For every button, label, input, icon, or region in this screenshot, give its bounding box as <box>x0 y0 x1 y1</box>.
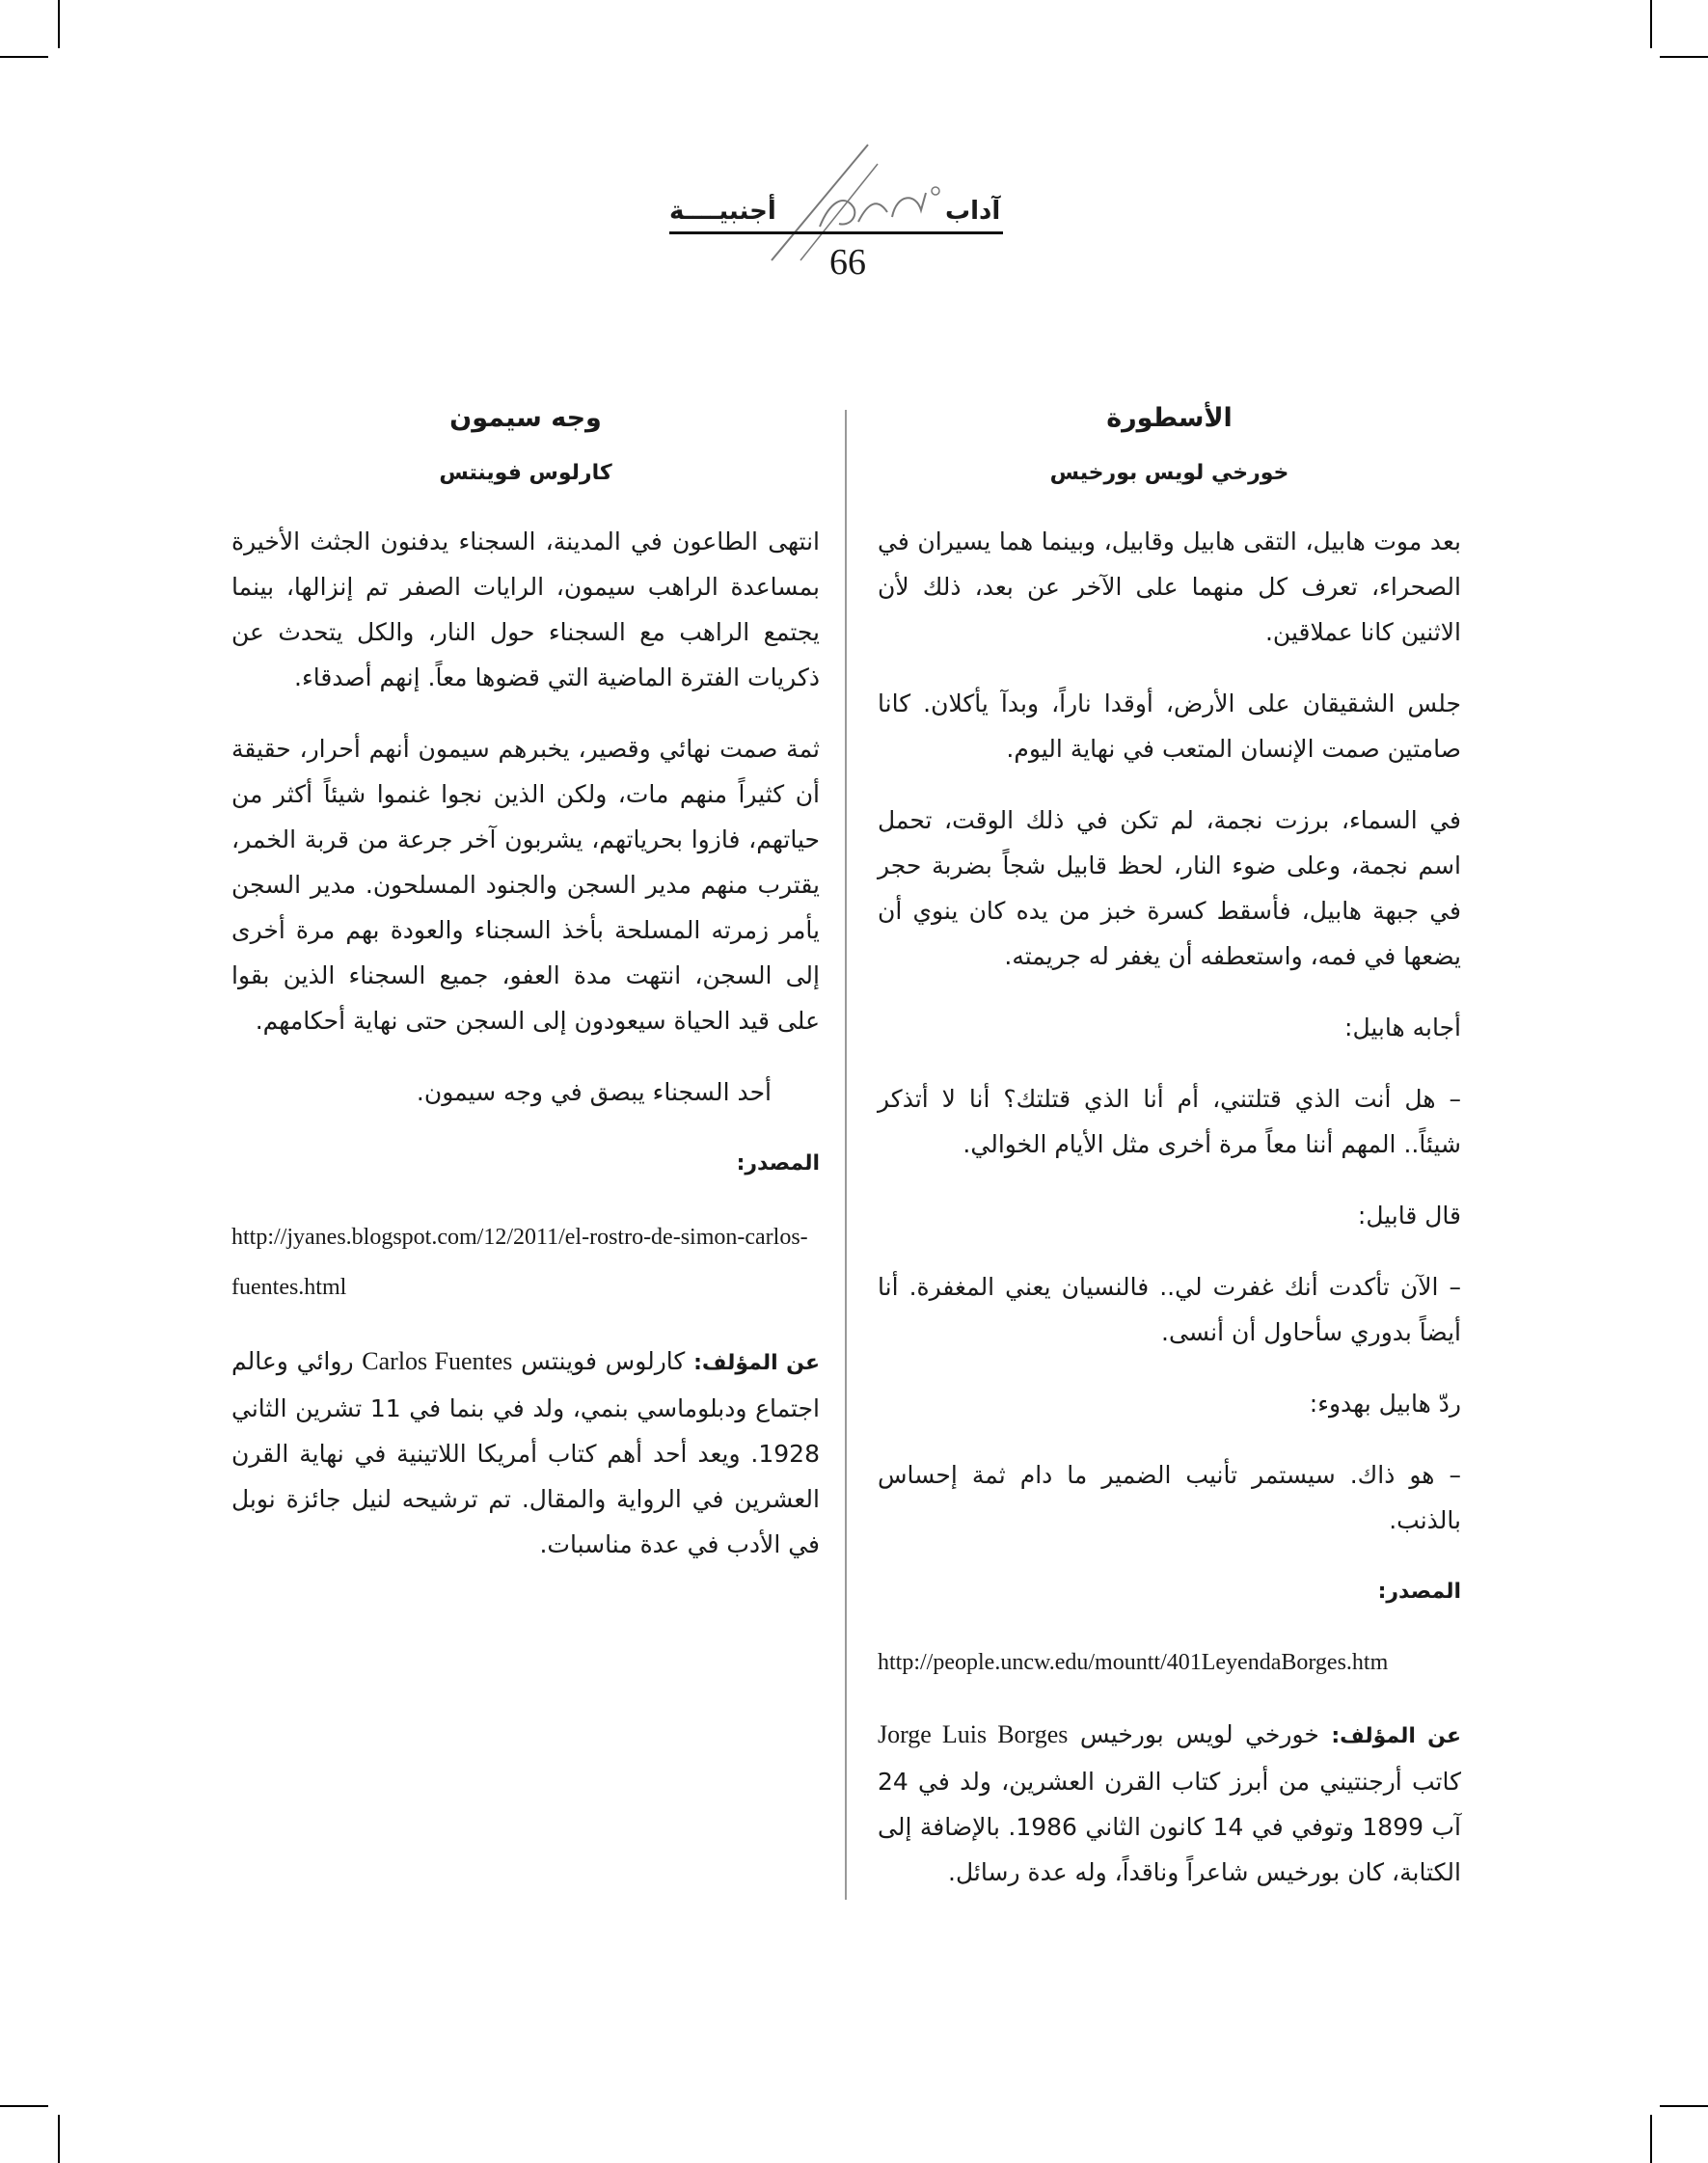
story-author: خورخي لويس بورخيس <box>1049 461 1289 485</box>
crop-mark <box>0 2105 48 2107</box>
about-author <box>878 1712 1461 1895</box>
paragraph: أجابه هابيل: <box>1344 1014 1461 1041</box>
story-left-column <box>231 395 820 1567</box>
about-author <box>231 1338 820 1567</box>
story-right-column <box>878 395 1461 1895</box>
story-title: وجه سيمون <box>449 403 602 433</box>
source-url-link[interactable]: http://people.uncw.edu/mountt/401LeyendaBorges.htm <box>878 1650 1389 1675</box>
paragraph: ردّ هابيل بهدوء: <box>1309 1390 1461 1418</box>
paragraph: – هل أنت الذي قتلتني، أم أنا الذي قتلتك؟ أنا لا أتذكر شيئاً.. المهم أننا معاً مرة أخرى مثل الأيام الخوالي. <box>878 1085 1461 1158</box>
paragraph: ثمة صمت نهائي وقصير، يخبرهم سيمون أنهم أحرار، حقيقة أن كثيراً منهم مات، ولكن الذين نجوا غنموا شيئاً أكثر من حياتهم، فازوا بحرياتهم، يشربون آخر جرعة من قربة الخمر، يقترب منهم مدير السجن والجنود المسلحون. مدير السجن يأمر زمرته المسلحة بأخذ السجناء والعودة بهم مرة أخرى إلى السجن، انتهت مدة العفو، جميع السجناء الذين بقوا على قيد الحياة سيعودون إلى السجن حتى نهاية أحكامهم. <box>231 735 820 1035</box>
story-title: الأسطورة <box>1106 403 1233 433</box>
crop-mark <box>1660 2105 1708 2107</box>
crop-mark <box>58 2115 60 2163</box>
header-category-label: آداب <box>945 197 1001 226</box>
about-author-name-en: Jorge Luis Borges <box>878 1720 1069 1748</box>
crop-mark <box>1650 0 1652 48</box>
about-author-name-en: Carlos Fuentes <box>362 1347 513 1375</box>
column-divider <box>845 410 847 1900</box>
paragraph: – الآن تأكدت أنك غفرت لي.. فالنسيان يعني المغفرة. أنا أيضاً بدوري سأحاول أن أنسى. <box>878 1273 1461 1346</box>
about-author-label: عن المؤلف: <box>693 1351 820 1375</box>
page-number: 66 <box>829 242 866 283</box>
header-section-label: أجنبيــــة <box>669 197 776 226</box>
source-label: المصدر: <box>1377 1580 1461 1604</box>
crop-mark <box>0 56 48 58</box>
about-author-name-ar: خورخي لويس بورخيس <box>1079 1720 1319 1748</box>
crop-mark <box>1650 2115 1652 2163</box>
crop-mark <box>58 0 60 48</box>
about-author-text: روائي وعالم اجتماع ودبلوماسي بنمي، ولد في بنما في 11 تشرين الثاني 1928. ويعد أحد أهم كتاب أمريكا اللاتينية في نهاية القرن العشرين في الرواية والمقال. تم ترشيحه لنيل جائزة نوبل في الأدب في عدة مناسبات. <box>231 1347 820 1558</box>
paragraph: قال قابيل: <box>1357 1202 1461 1230</box>
page-header <box>617 135 1022 280</box>
paragraph: أحد السجناء يبصق في وجه سيمون. <box>416 1078 772 1106</box>
paragraph: جلس الشقيقان على الأرض، أوقدا ناراً، وبدآ يأكلان. كانا صامتين صمت الإنسان المتعب في نهاية اليوم. <box>878 689 1461 763</box>
source-url-link[interactable]: http://jyanes.blogspot.com/12/2011/el-rostro-de-simon-carlos-fuentes.html <box>231 1225 808 1300</box>
paragraph: – هو ذاك. سيستمر تأنيب الضمير ما دام ثمة إحساس بالذنب. <box>878 1461 1461 1534</box>
paragraph: في السماء، برزت نجمة، لم تكن في ذلك الوقت، تحمل اسم نجمة، وعلى ضوء النار، لحظ قابيل شجاً بضربة حجر في جبهة هابيل، فأسقط كسرة خبز من يده كان ينوي أن يضعها في فمه، واستعطفه أن يغفر له جريمته. <box>878 806 1461 970</box>
paragraph: انتهى الطاعون في المدينة، السجناء يدفنون الجثث الأخيرة بمساعدة الراهب سيمون، الرايات الصفر تم إنزالها، بينما يجتمع الراهب مع السجناء حول النار، والكل يتحدث عن ذكريات الفترة الماضية التي قضوها معاً. إنهم أصدقاء. <box>231 527 820 691</box>
source-label: المصدر: <box>736 1151 820 1176</box>
story-author: كارلوس فوينتس <box>439 461 612 485</box>
crop-mark <box>1660 56 1708 58</box>
about-author-label: عن المؤلف: <box>1331 1724 1462 1748</box>
paragraph: بعد موت هابيل، التقى هابيل وقابيل، وبينما هما يسيران في الصحراء، تعرف كل منهما على الآخر عن بعد، ذلك لأن الاثنين كانا عملاقين. <box>878 527 1461 646</box>
about-author-name-ar: كارلوس فوينتس <box>521 1347 686 1375</box>
about-author-text: كاتب أرجنتيني من أبرز كتاب القرن العشرين، ولد في 24 آب 1899 وتوفي في 14 كانون الثاني 1986. بالإضافة إلى الكتابة، كان بورخيس شاعراً وناقداً، وله عدة رسائل. <box>878 1768 1461 1886</box>
header-rule <box>669 231 1003 234</box>
